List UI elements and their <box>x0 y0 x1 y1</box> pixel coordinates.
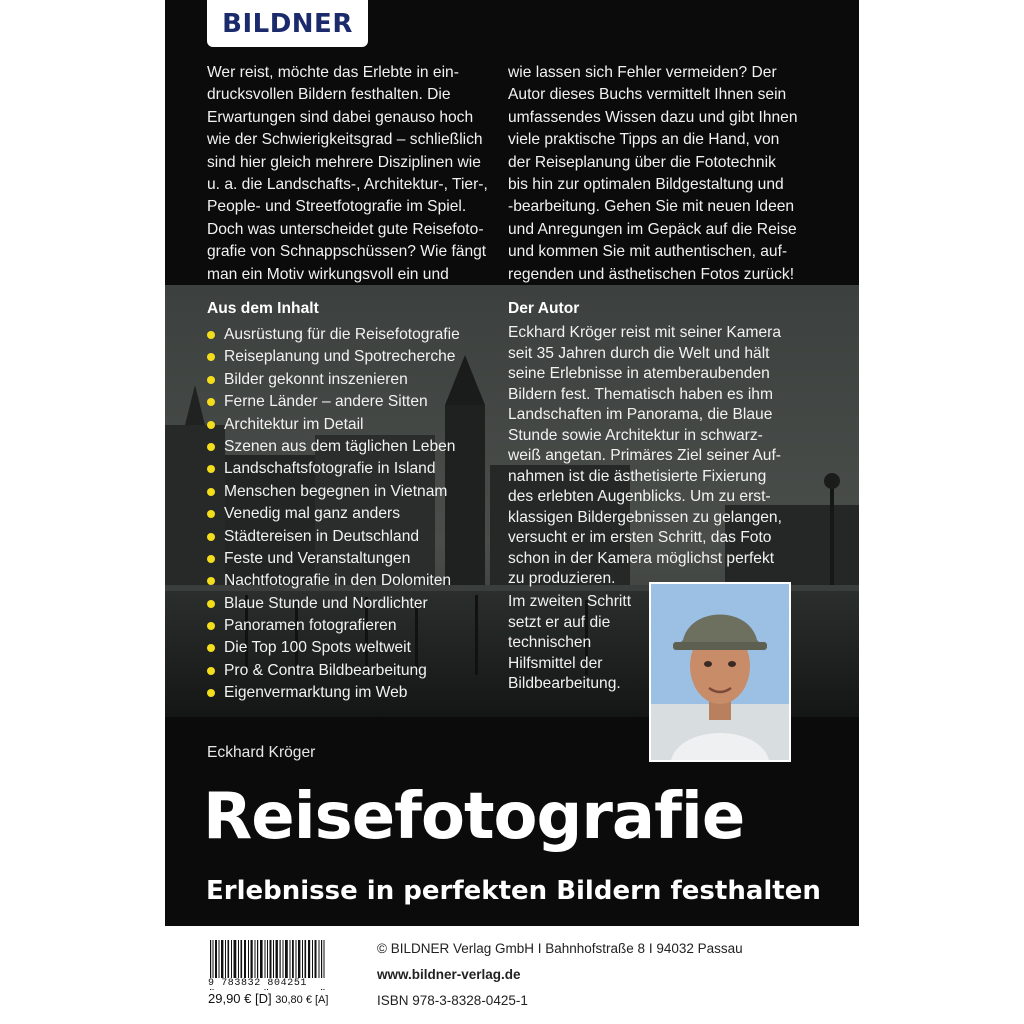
blurb-line: Wer reist, möchte das Erlebte in ein- <box>207 64 459 81</box>
author-bio-line: klassigen Bildergebnissen zu gelangen, <box>508 508 782 526</box>
author-bio-line: versucht er im ersten Schritt, das Foto <box>508 529 772 546</box>
blurb-line: Erwartungen sind dabei genauso hoch <box>207 108 474 126</box>
contents-item: Nachtfotografie in den Dolomiten <box>207 570 497 592</box>
contents-item: Reiseplanung und Spotrecherche <box>207 346 497 368</box>
blurb-line: umfassendes Wissen dazu und gibt Ihnen <box>508 108 798 126</box>
contents-item: Die Top 100 Spots weltweit <box>207 637 497 659</box>
author-bio-line: Bildbearbeitung. <box>508 675 621 692</box>
back-cover <box>165 0 859 926</box>
contents-item: Ferne Länder – andere Sitten <box>207 391 497 413</box>
price <box>208 991 328 1006</box>
contents-item: Eigenvermarktung im Web <box>207 682 497 704</box>
contents-item: Pro & Contra Bildbearbeitung <box>207 660 497 682</box>
isbn-text: ISBN 978-3-8328-0425-1 <box>377 993 528 1008</box>
author-bio-line: nahmen ist die ästhetisierte Fixierung <box>508 467 767 485</box>
contents-item: Städtereisen in Deutschland <box>207 526 497 548</box>
author-bio-line: Stunde sowie Architektur in schwarz- <box>508 426 763 444</box>
contents-item: Ausrüstung für die Reisefotografie <box>207 324 497 346</box>
author-bio-line: des erlebten Augenblicks. Um zu erst- <box>508 488 771 505</box>
author-bio-line: Bildern fest. Thematisch haben es ihm <box>508 385 773 403</box>
blurb-line: People- und Streetfotografie im Spiel. <box>207 198 467 216</box>
blurb-line: sind hier gleich mehrere Disziplinen wie <box>207 153 481 171</box>
price-austria: 30,80 € [A] <box>275 994 329 1006</box>
blurb-right-column <box>508 62 818 286</box>
book-title: Reisefotografie <box>203 780 745 854</box>
blurb-line: u. a. die Landschafts-, Architektur-, Tier-, <box>207 176 488 194</box>
blurb-line: grafie von Schnappschüssen? Wie fängt <box>207 243 487 261</box>
contents-item: Blaue Stunde und Nordlichter <box>207 593 497 615</box>
barcode-number: 9 783832 804251 <box>208 978 328 989</box>
contents-item: Architektur im Detail <box>207 414 497 436</box>
contents-list <box>207 324 497 705</box>
blurb-line: man ein Motiv wirkungsvoll ein und <box>207 265 449 283</box>
book-subtitle: Erlebnisse in perfekten Bildern festhalten <box>206 876 821 906</box>
publisher-logo-text: BILDNER <box>222 8 353 39</box>
blurb-line: -bearbeitung. Gehen Sie mit neuen Ideen <box>508 198 795 216</box>
book-author-name: Eckhard Kröger <box>207 744 316 761</box>
author-bio-line: zu produzieren. <box>508 570 616 587</box>
author-bio-line: Im zweiten Schritt <box>508 593 632 610</box>
blurb-line: der Reiseplanung über die Fototechnik <box>508 153 776 171</box>
blurb-line: bis hin zur optimalen Bildgestaltung und <box>508 176 784 194</box>
contents-item: Venedig mal ganz anders <box>207 503 497 525</box>
author-bio-line: weiß angetan. Primäres Ziel seiner Auf- <box>508 447 782 464</box>
contents-item: Bilder gekonnt inszenieren <box>207 369 497 391</box>
blurb-line: Autor dieses Buchs vermittelt Ihnen sein <box>508 86 787 104</box>
contents-item: Landschaftsfotografie in Island <box>207 458 497 480</box>
blurb-line: viele praktische Tipps an die Hand, von <box>508 131 780 149</box>
blurb-left-column <box>207 62 497 286</box>
contents-heading: Aus dem Inhalt <box>207 300 319 317</box>
author-heading: Der Autor <box>508 300 580 317</box>
price-germany: 29,90 € [D] <box>208 991 272 1006</box>
author-bio-continued <box>508 592 648 695</box>
blurb-line: drucksvollen Bildern festhalten. Die <box>207 86 451 104</box>
author-bio-line: setzt er auf die <box>508 613 611 631</box>
blurb-line: wie der Schwierigkeitsgrad – schließlich <box>207 131 483 149</box>
author-bio-line: Eckhard Kröger reist mit seiner Kamera <box>508 324 781 341</box>
publisher-logo <box>207 0 368 47</box>
blurb-line: regenden und ästhetischen Fotos zurück! <box>508 265 795 283</box>
author-bio-line: Landschaften im Panorama, die Blaue <box>508 406 773 423</box>
blurb-line: Doch was unterscheidet gute Reisefoto- <box>207 220 484 238</box>
author-bio-line: schon in der Kamera möglichst perfekt <box>508 549 775 567</box>
author-bio-line: technischen <box>508 634 592 651</box>
author-bio-line: seit 35 Jahren durch die Welt und hält <box>508 344 770 362</box>
blurb-line: und Anregungen im Gepäck auf die Reise <box>508 220 797 238</box>
contents-item: Menschen begegnen in Vietnam <box>207 481 497 503</box>
contents-item: Szenen aus dem täglichen Leben <box>207 436 497 458</box>
publisher-imprint: © BILDNER Verlag GmbH I Bahnhofstraße 8 I 94032 Passau <box>377 941 743 956</box>
author-portrait <box>649 582 791 762</box>
author-bio-line: seine Erlebnisse in atemberaubenden <box>508 365 770 382</box>
publisher-website: www.bildner-verlag.de <box>377 967 521 982</box>
blurb-line: wie lassen sich Fehler vermeiden? Der <box>508 64 777 81</box>
blurb-line: und kommen Sie mit authentischen, auf- <box>508 243 788 261</box>
author-bio <box>508 323 818 590</box>
author-portrait-illustration <box>651 584 789 760</box>
author-bio-line: Hilfsmittel der <box>508 654 603 672</box>
contents-item: Panoramen fotografieren <box>207 615 497 637</box>
contents-item: Feste und Veranstaltungen <box>207 548 497 570</box>
